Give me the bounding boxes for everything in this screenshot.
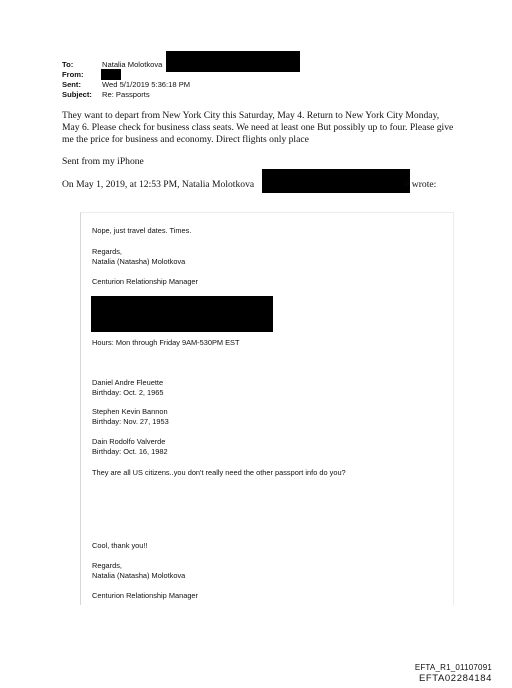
quoted-title-2: Centurion Relationship Manager <box>92 591 198 600</box>
person-3-birthday: Birthday: Oct. 16, 1982 <box>92 447 168 456</box>
sent-value: Wed 5/1/2019 5:36:18 PM <box>102 80 191 89</box>
from-label: From: <box>62 70 84 79</box>
bates-number-2: EFTA02284184 <box>418 673 492 684</box>
subject-value: Re: Passports <box>102 90 150 99</box>
quoted-line-1: Nope, just travel dates. Times. <box>92 226 192 235</box>
person-2-birthday: Birthday: Nov. 27, 1953 <box>92 417 169 426</box>
reply-intro-text: On May 1, 2019, at 12:53 PM, Natalia Molotkova <box>62 179 255 190</box>
header-sent-row <box>62 80 190 89</box>
to-label: To: <box>62 60 74 69</box>
quoted-citizens: They are all US citizens..you don't really need the other passport info do you? <box>92 468 346 477</box>
person-1-birthday: Birthday: Oct. 2, 1965 <box>92 388 164 397</box>
header-to-row <box>62 60 162 69</box>
to-value: Natalia Molotkova <box>102 60 163 69</box>
redaction-bar-to <box>166 51 300 72</box>
quoted-regards-1: Regards, <box>92 247 122 256</box>
header-subject-row <box>62 90 150 99</box>
header-from-row <box>62 70 102 79</box>
subject-label: Subject: <box>62 90 92 99</box>
quoted-thanks: Cool, thank you!! <box>92 541 148 550</box>
reply-wrote: > wrote: <box>404 179 437 190</box>
message-paragraph: They want to depart from New York City this Saturday, May 4. Return to New York City Monday, May 6. Please check for business class seats. We need at least one But possibly up to four. Please give me the price for business and economy. Direct flights only place <box>62 110 454 145</box>
message-signature: Sent from my iPhone <box>62 156 144 167</box>
quoted-name-1: Natalia (Natasha) Molotkova <box>92 257 186 266</box>
redaction-bar-contact <box>91 296 273 332</box>
quoted-name-2: Natalia (Natasha) Molotkova <box>92 571 186 580</box>
sent-label: Sent: <box>62 80 81 89</box>
person-1-name: Daniel Andre Fleuette <box>92 378 164 387</box>
quoted-hours: Hours: Mon through Friday 9AM-530PM EST <box>92 338 240 347</box>
bates-number-1: EFTA_R1_01107091 <box>414 663 492 672</box>
quoted-title-1: Centurion Relationship Manager <box>92 277 198 286</box>
quoted-regards-2: Regards, <box>92 561 122 570</box>
person-2-name: Stephen Kevin Bannon <box>92 407 168 416</box>
redaction-bar-from <box>101 69 121 80</box>
redaction-bar-reply-email <box>262 169 410 193</box>
person-3-name: Dain Rodolfo Valverde <box>92 437 166 446</box>
